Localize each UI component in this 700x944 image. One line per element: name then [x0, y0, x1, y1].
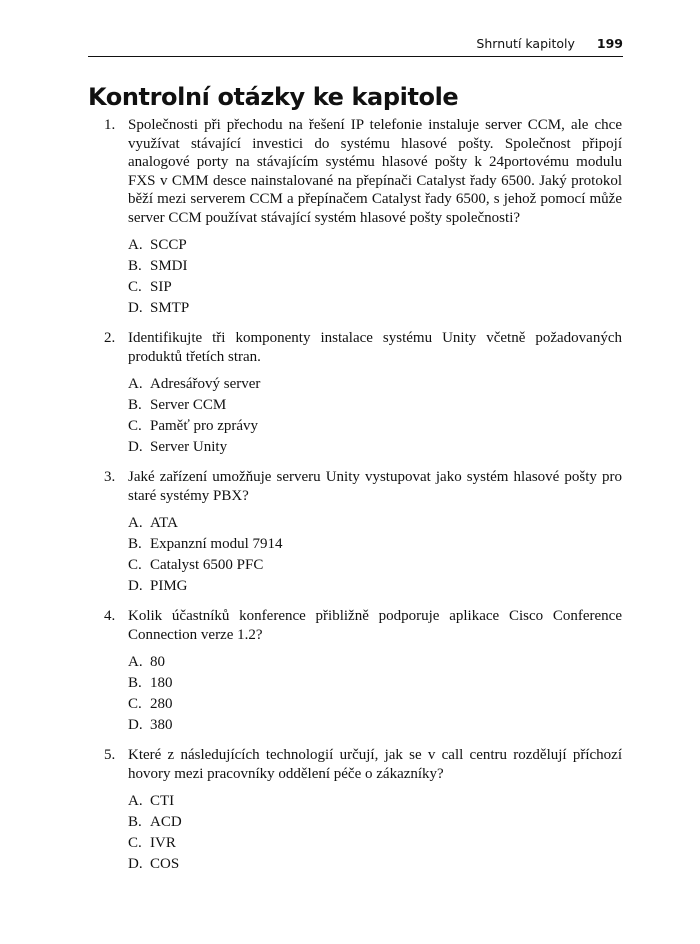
question-text: Které z následujících technologií určují, jak se v call centru rozdělují příchozí hovory mezi pracovníky oddělení péče o zákazníky?	[128, 747, 622, 782]
option-letter: A.	[128, 792, 143, 809]
option-text: Catalyst 6500 PFC	[150, 556, 264, 573]
question-number: 5.	[104, 747, 116, 764]
question-list	[104, 116, 622, 885]
header-section-title: Shrnutí kapitoly	[476, 36, 575, 51]
answer-option	[128, 256, 622, 277]
answer-option	[128, 652, 622, 673]
answer-option	[128, 854, 622, 875]
option-text: Server CCM	[150, 396, 227, 413]
question-number: 3.	[104, 469, 116, 486]
answer-option	[128, 715, 622, 736]
option-text: Server Unity	[150, 439, 228, 456]
question-text: Identifikujte tři komponenty instalace systému Unity včetně požadovaných produktů třetích stran.	[128, 330, 622, 365]
question-5	[104, 746, 622, 875]
option-letter: C.	[128, 556, 142, 573]
option-letter: D.	[128, 439, 143, 456]
answer-option	[128, 694, 622, 715]
answer-option	[128, 673, 622, 694]
answer-option	[128, 374, 622, 395]
question-number: 1.	[104, 117, 116, 133]
answer-option	[128, 437, 622, 458]
option-letter: C.	[128, 417, 142, 434]
answer-option	[128, 416, 622, 437]
question-2	[104, 329, 622, 458]
option-text: 280	[150, 695, 173, 712]
option-text: SIP	[150, 278, 172, 295]
question-text: Společnosti při přechodu na řešení IP telefonie instaluje server CCM, ale chce využívat stávající investici do systému hlasové pošty. Společnost připojí analogové porty na stávajícím systému hlasové pošty k 24portovému modulu FXS v CMM desce nainstalované na přepínači Catalyst řady 6500. Jaký protokol běží mezi serverem CCM a přepínačem Catalyst řady 6500, s jehož pomocí může server CCM používat stávající systém hlasové pošty společnosti?	[128, 117, 622, 226]
option-letter: B.	[128, 674, 142, 691]
option-letter: A.	[128, 236, 143, 253]
answer-option	[128, 298, 622, 319]
option-text: Expanzní modul 7914	[150, 535, 283, 552]
option-letter: B.	[128, 535, 142, 552]
answer-option	[128, 235, 622, 256]
option-letter: C.	[128, 695, 142, 712]
option-text: COS	[150, 856, 180, 873]
question-text: Kolik účastníků konference přibližně podporuje aplikace Cisco Conference Connection verze 1.2?	[128, 608, 622, 643]
option-letter: A.	[128, 514, 143, 531]
answer-option	[128, 395, 622, 416]
chapter-heading: Kontrolní otázky ke kapitole	[88, 83, 459, 111]
question-3	[104, 468, 622, 597]
question-1	[104, 116, 622, 319]
option-text: ACD	[150, 813, 182, 830]
option-letter: B.	[128, 396, 142, 413]
option-letter: D.	[128, 300, 143, 317]
option-text: 180	[150, 674, 173, 691]
option-text: 80	[150, 653, 165, 670]
option-letter: D.	[128, 578, 143, 595]
option-text: ATA	[150, 514, 178, 531]
answer-option	[128, 513, 622, 534]
question-number: 4.	[104, 608, 116, 625]
page-number: 199	[596, 36, 623, 51]
answer-option	[128, 833, 622, 854]
option-letter: B.	[128, 813, 142, 830]
answer-option	[128, 791, 622, 812]
answer-option	[128, 277, 622, 298]
option-text: SMDI	[150, 257, 188, 274]
option-text: SCCP	[150, 236, 187, 253]
answer-option	[128, 534, 622, 555]
option-letter: D.	[128, 717, 143, 734]
option-text: Adresářový server	[150, 375, 261, 392]
option-letter: C.	[128, 278, 142, 295]
question-text: Jaké zařízení umožňuje serveru Unity vystupovat jako systém hlasové pošty pro staré systémy PBX?	[128, 469, 622, 504]
option-letter: A.	[128, 653, 143, 670]
question-number: 2.	[104, 330, 116, 347]
answer-option	[128, 555, 622, 576]
option-text: CTI	[150, 792, 175, 809]
option-text: IVR	[150, 834, 176, 851]
answer-option	[128, 576, 622, 597]
option-letter: A.	[128, 375, 143, 392]
question-4	[104, 607, 622, 736]
answer-option	[128, 812, 622, 833]
option-letter: D.	[128, 856, 143, 873]
option-letter: C.	[128, 834, 142, 851]
option-letter: B.	[128, 257, 142, 274]
option-text: Paměť pro zprávy	[150, 417, 259, 434]
running-header	[88, 36, 623, 57]
option-text: 380	[150, 717, 173, 734]
option-text: SMTP	[150, 300, 190, 317]
option-text: PIMG	[150, 578, 188, 595]
